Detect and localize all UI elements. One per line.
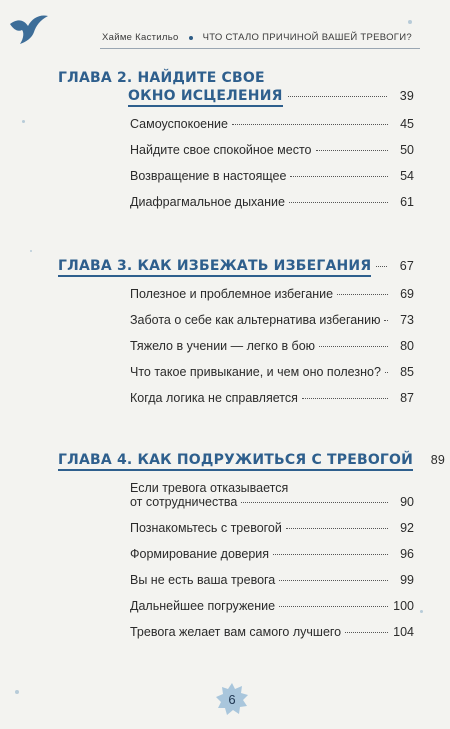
entry-title: Диафрагмальное дыхание — [130, 195, 285, 209]
toc-entry — [130, 117, 414, 143]
chapter-title: ГЛАВА 4. КАК ПОДРУЖИТЬСЯ С ТРЕВОГОЙ — [58, 452, 413, 471]
dot-leader — [279, 606, 388, 607]
entry-page: 87 — [400, 391, 414, 405]
entry-title: Вы не есть ваша тревога — [130, 573, 276, 587]
dot-leader — [376, 266, 387, 267]
entry-row — [130, 495, 414, 509]
entry-title: Полезное и проблемное избегание — [130, 287, 334, 301]
entry-page: 85 — [400, 365, 414, 379]
entry-page: 100 — [393, 599, 414, 613]
entry-page: 61 — [400, 195, 414, 209]
chapter-3 — [58, 258, 414, 417]
entry-page: 69 — [400, 287, 414, 301]
toc-entry — [130, 365, 414, 391]
entry-page: 73 — [400, 313, 414, 327]
toc-entry — [130, 287, 414, 313]
toc-entry — [130, 169, 414, 195]
book-title: ЧТО СТАЛО ПРИЧИНОЙ ВАШЕЙ ТРЕВОГИ? — [202, 32, 412, 43]
page-number-text: 6 — [228, 691, 236, 707]
entry-title: Самоуспокоение — [130, 117, 228, 131]
toc-entry — [130, 313, 414, 339]
chapter-entries — [130, 117, 414, 221]
toc-entry — [130, 573, 414, 599]
paper-speck — [420, 610, 423, 613]
entry-page: 96 — [400, 547, 414, 561]
entry-title-line1: Если тревога отказывается — [130, 481, 289, 495]
chapter-page: 67 — [399, 259, 414, 273]
dot-leader — [289, 202, 388, 203]
chapter-4 — [58, 452, 446, 651]
entry-title: Формирование доверия — [130, 547, 270, 561]
chapter-title-line — [58, 452, 446, 471]
dot-leader — [316, 150, 388, 151]
paper-speck — [15, 690, 19, 694]
entry-page: 104 — [393, 625, 414, 639]
dot-leader — [288, 96, 387, 97]
chapter-page: 39 — [399, 89, 414, 103]
entry-title: Дальнейшее погружение — [130, 599, 276, 613]
entry-page: 54 — [400, 169, 414, 183]
dot-leader — [273, 554, 388, 555]
entry-page: 90 — [400, 495, 414, 509]
entry-page: 45 — [400, 117, 414, 131]
toc-entry — [130, 339, 414, 365]
entry-title: Найдите свое спокойное место — [130, 143, 312, 157]
entry-page: 50 — [400, 143, 414, 157]
entry-title: Возвращение в настоящее — [130, 169, 287, 183]
chapter-2 — [58, 70, 414, 221]
entry-title: от сотрудничества — [130, 495, 238, 509]
running-header — [102, 32, 420, 43]
dot-leader — [232, 124, 388, 125]
paper-speck — [408, 20, 412, 24]
paper-speck — [22, 120, 25, 123]
dot-leader — [279, 580, 388, 581]
dot-leader — [385, 372, 388, 373]
entry-title: Что такое привыкание, и чем оно полезно? — [130, 365, 381, 379]
toc-entry — [130, 195, 414, 221]
toc-entry — [130, 599, 414, 625]
entry-page: 92 — [400, 521, 414, 535]
entry-title: Познакомьтесь с тревогой — [130, 521, 282, 535]
chapter-title-line — [58, 258, 414, 277]
toc-entry — [130, 391, 414, 417]
toc-entry — [130, 625, 414, 651]
toc-entry — [130, 481, 414, 521]
entry-title: Тяжело в учении — легко в бою — [130, 339, 316, 353]
dot-leader — [290, 176, 388, 177]
chapter-title-line1: ГЛАВА 2. НАЙДИТЕ СВОЕ — [58, 70, 265, 86]
entry-title: Когда логика не справляется — [130, 391, 298, 405]
dot-leader — [345, 632, 388, 633]
chapter-entries — [130, 287, 414, 417]
dot-leader — [241, 502, 388, 503]
chapter-title: ГЛАВА 3. КАК ИЗБЕЖАТЬ ИЗБЕГАНИЯ — [58, 258, 371, 277]
toc-entry — [130, 143, 414, 169]
separator-dot — [189, 36, 193, 40]
entry-title: Тревога желает вам самого лучшего — [130, 625, 342, 639]
entry-page: 99 — [400, 573, 414, 587]
dot-leader — [302, 398, 388, 399]
dot-leader — [384, 320, 388, 321]
toc-entry — [130, 547, 414, 573]
dot-leader — [337, 294, 388, 295]
page-number — [215, 682, 249, 716]
entry-title: Забота о себе как альтернатива избеганию — [130, 313, 381, 327]
entry-page: 80 — [400, 339, 414, 353]
dot-leader — [286, 528, 388, 529]
header-rule — [100, 48, 420, 49]
author-name: Хайме Кастильо — [102, 32, 179, 43]
chapter-title-line2: ОКНО ИСЦЕЛЕНИЯ — [128, 88, 283, 107]
toc-entry — [130, 521, 414, 547]
chapter-page: 89 — [430, 453, 446, 467]
chapter-title-line — [128, 88, 414, 107]
paper-speck — [30, 250, 32, 252]
chapter-entries — [130, 481, 414, 651]
bird-icon — [8, 10, 50, 46]
dot-leader — [319, 346, 388, 347]
